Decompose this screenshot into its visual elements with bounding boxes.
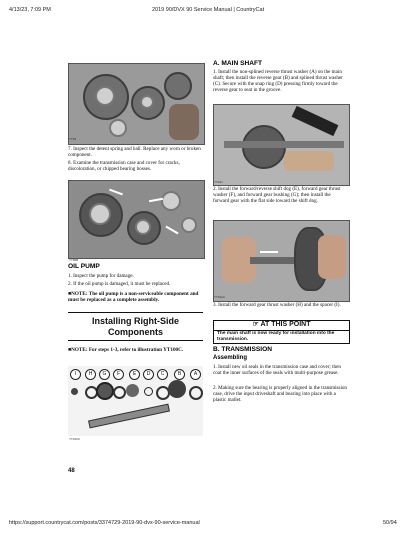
callout-H: H: [85, 369, 96, 380]
transmission-step-1: 1. Install new oil seals in the transmission case and cover; then coat the inner surfaces of the seals with multi-purpose grease.: [213, 364, 341, 376]
print-url: https://support.countrycat.com/posts/3374729-2019-90-dvx-90-service-manual: [9, 520, 200, 526]
figure-code: YT102A: [214, 295, 225, 299]
callout-D: D: [143, 369, 154, 380]
at-this-point-title: ☞ AT THIS POINT: [252, 321, 311, 328]
figure-code: YT101: [214, 180, 223, 184]
callout-A: A: [190, 369, 201, 380]
print-page-title: 2019 90/DVX 90 Service Manual | CountryCat: [152, 7, 265, 13]
main-shaft-parts-photo: [68, 366, 203, 436]
snap-ring-install-photo: [213, 104, 350, 186]
transmission-heading: B. TRANSMISSION: [213, 346, 272, 353]
transmission-step-2: 2. Making sure the bearing is properly aligned in the transmission case, drive the input driveshaft and bearing into place with a plastic mallet.: [213, 385, 347, 403]
assembling-heading: Assembling: [213, 355, 248, 361]
step-7-text: 7. Inspect the detent spring and ball. Replace any worn or broken component.: [68, 146, 201, 158]
oil-pump-note: ■NOTE: The oil pump is a non-serviceable component and must be replaced as a complete assembly.: [68, 291, 199, 303]
oil-pump-heading: OIL PUMP: [68, 263, 100, 270]
main-shaft-step-1: 1. Install the non-splined reverse thrust washer (A) on the main shaft; then install the reverse gear (B) and splined thrust washer (C). Secure with the snap ring (D) pressing firmly toward the reverse gear to seat in the groove.: [213, 69, 343, 93]
print-datetime: 4/13/23, 7:09 PM: [9, 7, 51, 13]
section-divider: [68, 312, 203, 313]
print-page-count: 50/94: [383, 520, 397, 526]
callout-C: C: [157, 369, 168, 380]
figure-code: YT63: [69, 137, 77, 141]
oil-pump-step-1: 1. Inspect the pump for damage.: [68, 273, 134, 279]
forward-gear-install-photo: [213, 220, 350, 302]
section-divider: [68, 340, 203, 341]
at-this-point-text: The main shaft is now ready for installation into the transmission.: [217, 331, 335, 342]
callout-G: G: [99, 369, 110, 380]
figure-code: YT86B: [69, 258, 79, 262]
main-shaft-step-3: 3. Install the forward gear thrust washer (H) and the spacer (I).: [213, 302, 341, 308]
case-cover-photo: [68, 180, 205, 259]
transmission-case-photo: [68, 63, 205, 145]
callout-B: B: [174, 369, 185, 380]
callout-F: F: [113, 369, 124, 380]
main-shaft-step-2: 2. Install the forward/reverse shift dog (E), forward gear thrust washer (F), and forward gear bushing (G); then install the forward gear with the flat side toward the shift dog.: [213, 186, 341, 204]
oil-pump-step-2: 2. If the oil pump is damaged, it must be replaced.: [68, 281, 171, 287]
step-8-text: 8. Examine the transmission case and cover for cracks, discoloration, or chipped bearing bosses.: [68, 160, 180, 172]
callout-I: I: [70, 369, 81, 380]
main-shaft-heading: A. MAIN SHAFT: [213, 60, 263, 67]
callout-E: E: [129, 369, 140, 380]
at-this-point-box: [213, 320, 350, 344]
figure-code: YT100C: [69, 437, 81, 441]
steps-note: ■NOTE: For steps 1-3, refer to illustration YT100C.: [68, 347, 184, 353]
page-number: 48: [68, 468, 75, 474]
installing-right-side-heading: Installing Right-Side Components: [92, 316, 179, 337]
